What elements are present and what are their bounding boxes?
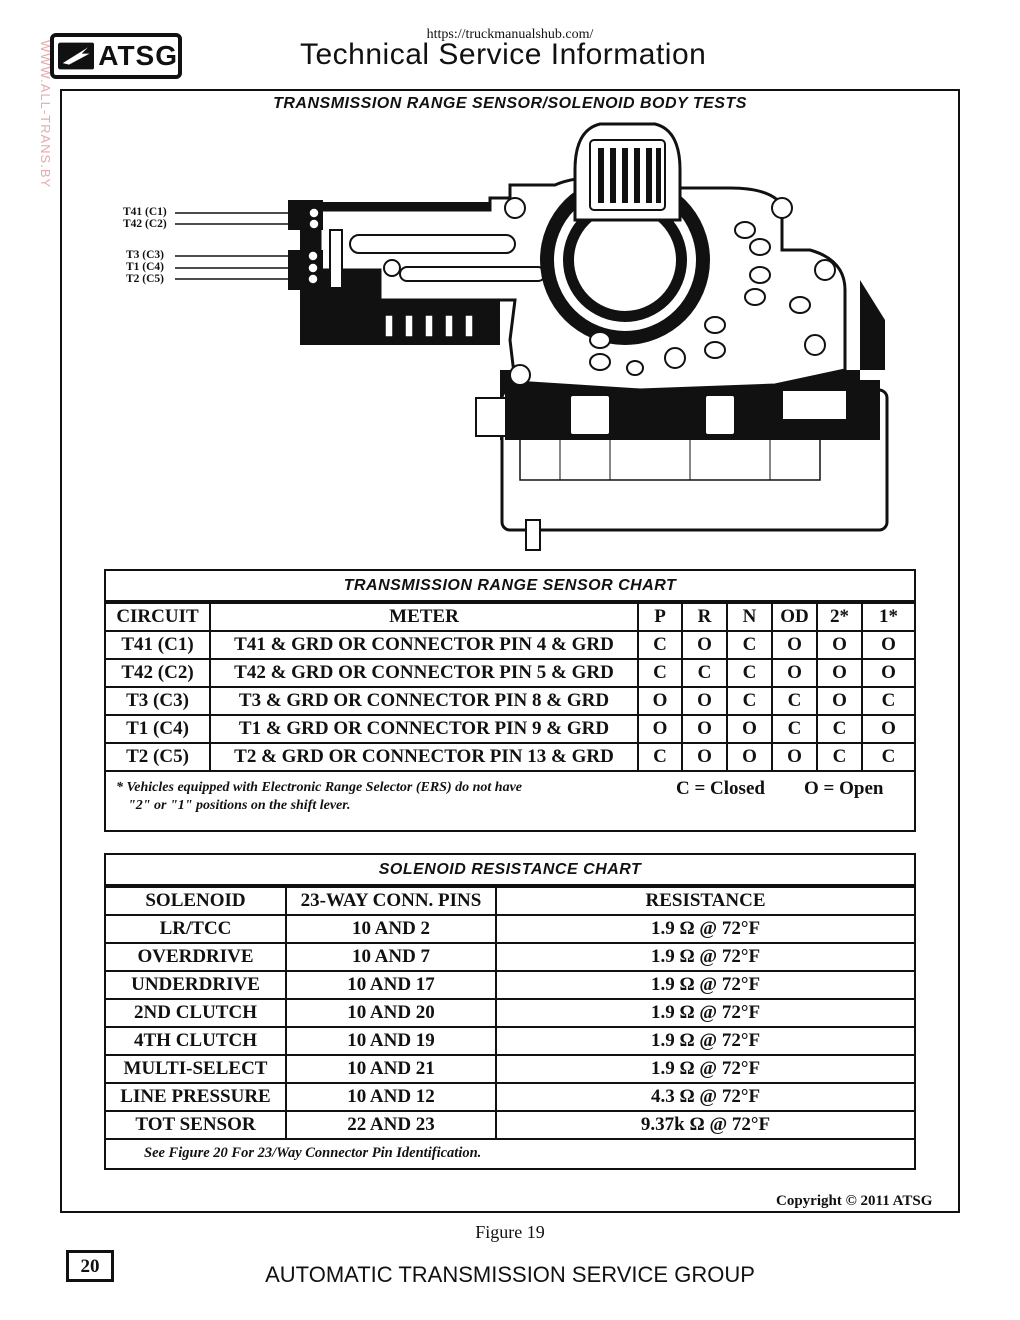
table-cell: 10 AND 7 [286,943,496,971]
table-cell: O [638,687,682,715]
table-cell: O [682,715,727,743]
table-row [106,659,914,687]
table-row [106,999,914,1027]
table-cell: MULTI-SELECT [106,1055,286,1083]
table-cell: LR/TCC [106,915,286,943]
footer-text: AUTOMATIC TRANSMISSION SERVICE GROUP [265,1262,755,1287]
table-header-row [106,887,914,915]
source-url: https://truckmanualshub.com/ [426,27,594,42]
callout-t2: T2 (C5) [126,273,165,285]
table-cell: 1.9 Ω @ 72°F [496,943,914,971]
table-cell: UNDERDRIVE [106,971,286,999]
column-header: 23-WAY CONN. PINS [286,887,496,915]
table-cell: 22 AND 23 [286,1111,496,1139]
table-cell: O [862,659,914,687]
column-header: METER [210,603,638,631]
column-header: N [727,603,772,631]
ers-footnote-line2: "2" or "1" positions on the shift lever. [128,798,351,813]
column-header: P [638,603,682,631]
table-row [106,631,914,659]
table-cell: O [817,687,862,715]
copyright: Copyright © 2011 ATSG [776,1193,933,1209]
table-cell: 4.3 Ω @ 72°F [496,1083,914,1111]
table-cell: O [772,631,817,659]
logo-text: ATSG [98,40,178,71]
table-cell: O [772,743,817,771]
column-header: RESISTANCE [496,887,914,915]
table-cell: T3 & GRD OR CONNECTOR PIN 8 & GRD [210,687,638,715]
table-cell: T1 (C4) [106,715,210,743]
table-cell: 10 AND 21 [286,1055,496,1083]
table-cell: 1.9 Ω @ 72°F [496,1055,914,1083]
connector-footnote: See Figure 20 For 23/Way Connector Pin Identification. [144,1145,482,1161]
table-cell: O [862,631,914,659]
atsg-logo [50,33,182,79]
column-header: CIRCUIT [106,603,210,631]
table-cell: 10 AND 17 [286,971,496,999]
table-cell: C [638,659,682,687]
table-cell: T3 (C3) [106,687,210,715]
range-chart-table [106,602,914,772]
page-title: Technical Service Information [300,38,707,71]
figure-heading: TRANSMISSION RANGE SENSOR/SOLENOID BODY TESTS [273,95,747,112]
table-cell: T2 (C5) [106,743,210,771]
table-cell: C [862,687,914,715]
table-cell: 1.9 Ω @ 72°F [496,999,914,1027]
column-header: SOLENOID [106,887,286,915]
table-row [106,915,914,943]
table-cell: T1 & GRD OR CONNECTOR PIN 9 & GRD [210,715,638,743]
range-chart-notes [106,772,914,830]
resistance-chart-title: SOLENOID RESISTANCE CHART [106,855,914,886]
watermark: WWW.ALL-TRANS.BY [38,40,53,189]
table-cell: C [682,659,727,687]
legend-closed: C = Closed [676,778,765,799]
table-cell: O [772,659,817,687]
table-row [106,971,914,999]
column-header: OD [772,603,817,631]
table-cell: C [727,687,772,715]
table-cell: O [817,659,862,687]
table-cell: C [862,743,914,771]
table-cell: TOT SENSOR [106,1111,286,1139]
table-cell: C [727,631,772,659]
table-cell: C [638,631,682,659]
table-cell: C [727,659,772,687]
table-cell: C [817,715,862,743]
legend-open: O = Open [804,778,884,799]
table-row [106,743,914,771]
table-cell: O [817,631,862,659]
callout-t1: T1 (C4) [126,261,165,273]
table-cell: O [682,687,727,715]
table-row [106,1111,914,1139]
table-cell: O [727,743,772,771]
table-cell: 10 AND 12 [286,1083,496,1111]
resistance-chart-table [106,886,914,1140]
column-header: 1* [862,603,914,631]
ers-footnote-line1: * Vehicles equipped with Electronic Range Selector (ERS) do not have [116,780,522,795]
column-header: R [682,603,727,631]
table-cell: 9.37k Ω @ 72°F [496,1111,914,1139]
table-cell: T2 & GRD OR CONNECTOR PIN 13 & GRD [210,743,638,771]
table-cell: T41 (C1) [106,631,210,659]
table-cell: O [682,743,727,771]
table-cell: 4TH CLUTCH [106,1027,286,1055]
table-cell: 1.9 Ω @ 72°F [496,971,914,999]
table-row [106,1027,914,1055]
table-row [106,1083,914,1111]
table-cell: 1.9 Ω @ 72°F [496,915,914,943]
table-cell: O [862,715,914,743]
table-cell: OVERDRIVE [106,943,286,971]
solenoid-resistance-chart [104,853,916,1170]
table-row [106,1055,914,1083]
callout-t42: T42 (C2) [123,218,167,230]
figure-label: Figure 19 [475,1222,545,1242]
table-cell: C [772,687,817,715]
table-cell: O [682,631,727,659]
column-header: 2* [817,603,862,631]
table-row [106,943,914,971]
range-chart-title: TRANSMISSION RANGE SENSOR CHART [106,571,914,602]
solenoid-body-illustration [170,110,900,560]
resistance-chart-notes [106,1140,914,1168]
table-cell: T42 (C2) [106,659,210,687]
table-cell: C [817,743,862,771]
page-number: 20 [66,1250,114,1282]
table-cell: 10 AND 19 [286,1027,496,1055]
table-cell: O [727,715,772,743]
table-cell: C [638,743,682,771]
table-cell: T42 & GRD OR CONNECTOR PIN 5 & GRD [210,659,638,687]
table-cell: T41 & GRD OR CONNECTOR PIN 4 & GRD [210,631,638,659]
table-header-row [106,603,914,631]
table-cell: O [638,715,682,743]
arrow-logo-icon [58,39,94,73]
table-cell: 10 AND 20 [286,999,496,1027]
table-cell: 10 AND 2 [286,915,496,943]
table-row [106,715,914,743]
table-row [106,687,914,715]
table-cell: C [772,715,817,743]
table-cell: 2ND CLUTCH [106,999,286,1027]
range-sensor-chart [104,569,916,832]
callout-t3: T3 (C3) [126,249,165,261]
callout-t41: T41 (C1) [123,206,167,218]
table-cell: LINE PRESSURE [106,1083,286,1111]
table-cell: 1.9 Ω @ 72°F [496,1027,914,1055]
